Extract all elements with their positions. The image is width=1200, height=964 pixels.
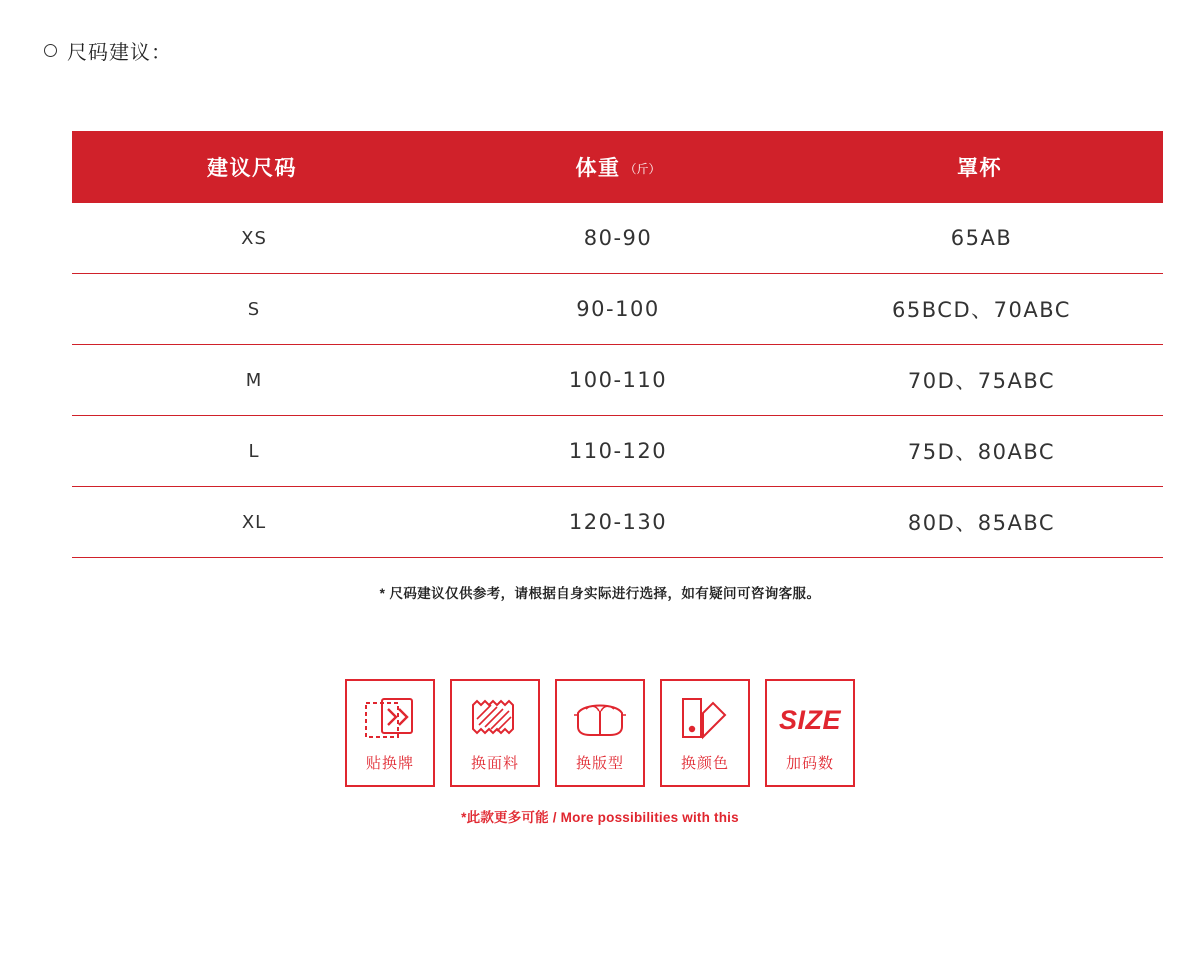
cell-cup: 70D、75ABC [800, 345, 1163, 416]
table-row [72, 274, 1163, 345]
feature-label-swap[interactable] [345, 679, 435, 787]
color-swatch-icon [670, 690, 740, 750]
table-header-row [72, 131, 1163, 203]
table-row [72, 345, 1163, 416]
section-heading [44, 36, 172, 65]
feature-size-extension[interactable] [765, 679, 855, 787]
cell-cup: 65BCD、70ABC [800, 274, 1163, 345]
cell-weight: 100-110 [436, 345, 800, 416]
cell-weight: 90-100 [436, 274, 800, 345]
column-header-weight: 体重 （斤） [436, 131, 800, 203]
feature-label: 换版型 [575, 755, 624, 772]
table-row [72, 416, 1163, 487]
section-heading-label: 尺码建议： [67, 42, 172, 64]
table-row [72, 487, 1163, 558]
size-recommendation-table [72, 131, 1163, 558]
size-text-label: SIZE [778, 704, 841, 735]
column-header-size: 建议尺码 [72, 131, 436, 203]
table-body [72, 203, 1163, 558]
cell-weight: 110-120 [436, 416, 800, 487]
cell-size: S [72, 274, 436, 345]
cell-size: L [72, 416, 436, 487]
customization-feature-list [0, 679, 1200, 787]
feature-fabric-swap[interactable] [450, 679, 540, 787]
circle-bullet-icon [44, 44, 57, 57]
feature-label: 换面料 [470, 755, 519, 772]
bra-pattern-icon [565, 690, 635, 750]
cell-cup: 65AB [800, 203, 1163, 274]
column-header-cup: 罩杯 [800, 131, 1163, 203]
fabric-swatch-icon [460, 690, 530, 750]
cell-size: M [72, 345, 436, 416]
features-note: *此款更多可能 / More possibilities with this [461, 810, 739, 825]
cell-weight: 120-130 [436, 487, 800, 558]
feature-label: 加码数 [785, 755, 834, 772]
size-disclaimer-note: * 尺码建议仅供参考，请根据自身实际进行选择，如有疑问可咨询客服。 [379, 586, 821, 601]
feature-pattern-swap[interactable] [555, 679, 645, 787]
cell-size: XS [72, 203, 436, 274]
table-header [72, 131, 1163, 203]
cell-cup: 80D、85ABC [800, 487, 1163, 558]
label-swap-icon [355, 690, 425, 750]
feature-label: 换颜色 [680, 755, 729, 772]
cell-weight: 80-90 [436, 203, 800, 274]
size-text-icon [775, 690, 845, 750]
cell-size: XL [72, 487, 436, 558]
feature-label: 贴换牌 [365, 755, 414, 772]
table-row [72, 203, 1163, 274]
feature-color-swap[interactable] [660, 679, 750, 787]
cell-cup: 75D、80ABC [800, 416, 1163, 487]
